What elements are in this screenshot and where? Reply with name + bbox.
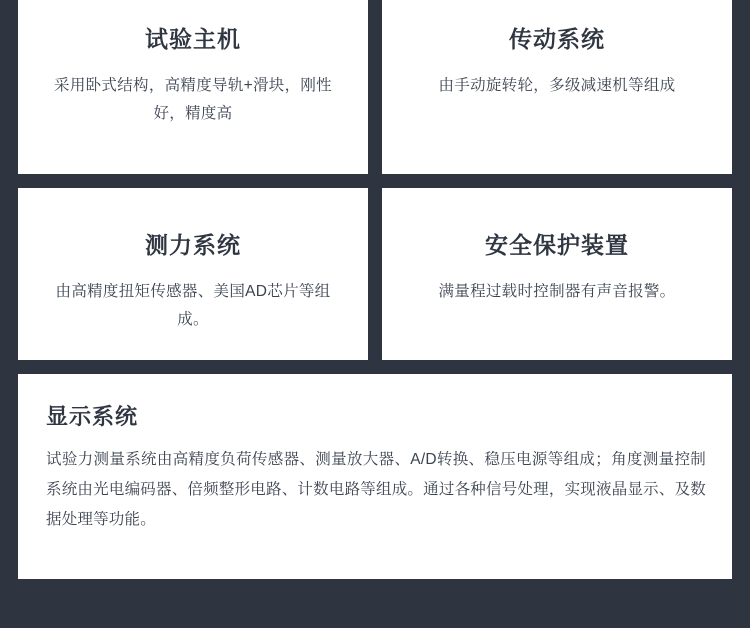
feature-card-grid: [18, 0, 732, 360]
feature-card-description: 由高精度扭矩传感器、美国AD芯片等组成。: [55, 282, 331, 329]
feature-card-title: 测力系统: [145, 232, 241, 258]
feature-card-title: 安全保护装置: [485, 232, 629, 258]
feature-card-description: 满量程过载时控制器有声音报警。: [438, 282, 676, 300]
feature-card-test-host: [18, 0, 368, 174]
feature-card-safety-protection-device: [382, 188, 732, 360]
feature-card-description: 试验力测量系统由高精度负荷传感器、测量放大器、A/D转换、稳压电源等组成；角度测量控制系统由光电编码器、倍频整形电路、计数电路等组成。通过各种信号处理，实现液晶显示、及数据处理等功能。: [46, 451, 706, 529]
feature-card-description: 采用卧式结构，高精度导轨+滑块，刚性好，精度高: [54, 76, 332, 123]
feature-card-transmission-system: [382, 0, 732, 174]
feature-card-description: 由手动旋转轮，多级减速机等组成: [438, 76, 676, 94]
feature-card-title: 显示系统: [46, 404, 139, 429]
feature-card-title: 试验主机: [145, 26, 241, 52]
feature-card-title: 传动系统: [509, 26, 605, 52]
feature-card-display-system: [18, 374, 732, 579]
feature-card-force-measurement-system: [18, 188, 368, 360]
